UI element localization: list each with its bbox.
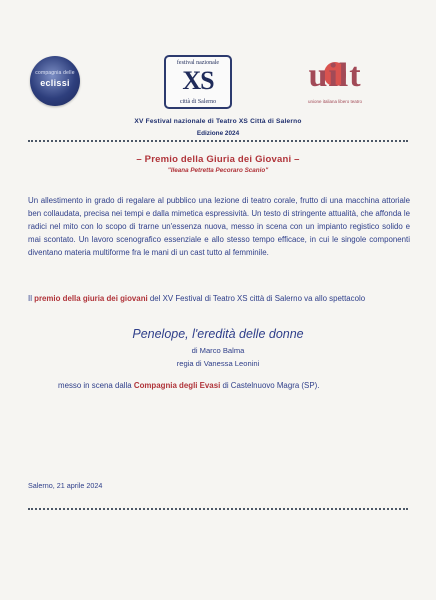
show-director: regia di Vanessa Leonini	[176, 359, 260, 368]
award-title: – Premio della Giuria dei Giovani –	[136, 154, 300, 165]
edition-heading: Edizione 2024	[196, 130, 240, 137]
award-dedication: "Ileana Petretta Pecoraro Scanio"	[167, 167, 269, 174]
prize-statement	[28, 292, 410, 305]
festival-logo-top-text: festival nazionale	[176, 60, 220, 66]
uilt-logo-text: uilt	[308, 57, 362, 94]
prize-name: premio della giuria dei giovani	[34, 294, 148, 303]
bottom-dotted-divider	[28, 508, 408, 510]
eclissi-logo-big-text: eclissi	[40, 78, 70, 88]
festival-heading: XV Festival nazionale di Teatro XS Città di Salerno	[134, 118, 302, 125]
top-dotted-divider	[28, 140, 408, 142]
staged-post: di Castelnuovo Magra (SP).	[220, 381, 320, 390]
eclissi-logo	[30, 56, 80, 106]
eclissi-logo-small-text: compagnia delle	[35, 70, 75, 76]
place-date: Salerno, 21 aprile 2024	[28, 481, 103, 490]
staged-pre: messo in scena dalla	[58, 381, 134, 390]
festival-xs-logo	[164, 55, 232, 109]
show-author: di Marco Balma	[191, 346, 245, 355]
show-title: Penelope, l'eredità delle donne	[132, 327, 304, 341]
festival-logo-xs: XS	[182, 66, 214, 95]
festival-logo-bottom-text: città di Salerno	[179, 99, 217, 105]
prize-statement-post: del XV Festival di Teatro XS città di Salerno va allo spettacolo	[147, 294, 366, 303]
company-name: Compagnia degli Evasi	[133, 381, 221, 390]
uilt-logo	[298, 56, 372, 108]
motivation-paragraph: Un allestimento in grado di regalare al pubblico una lezione di teatro corale, frutto di una macchina attoriale ben collaudata, precisa nei tempi e dalla mimetica espressività. Un testo di stringente attualità, che affonda le radici nel mito con lo scopo di trarne un'essenza nuova, messo in scena con un impianto registico solido e mai scontato. Un lavoro scenografico essenziale e allo stesso tempo efficace, in cui le singole componenti diventano materia multiforme fra le mani di un cast tutto al femminile.	[28, 196, 410, 257]
staged-by-line	[58, 381, 428, 390]
uilt-logo-subtext: unione italiana libero teatro	[307, 99, 363, 104]
prize-statement-pre: Il	[28, 294, 35, 303]
